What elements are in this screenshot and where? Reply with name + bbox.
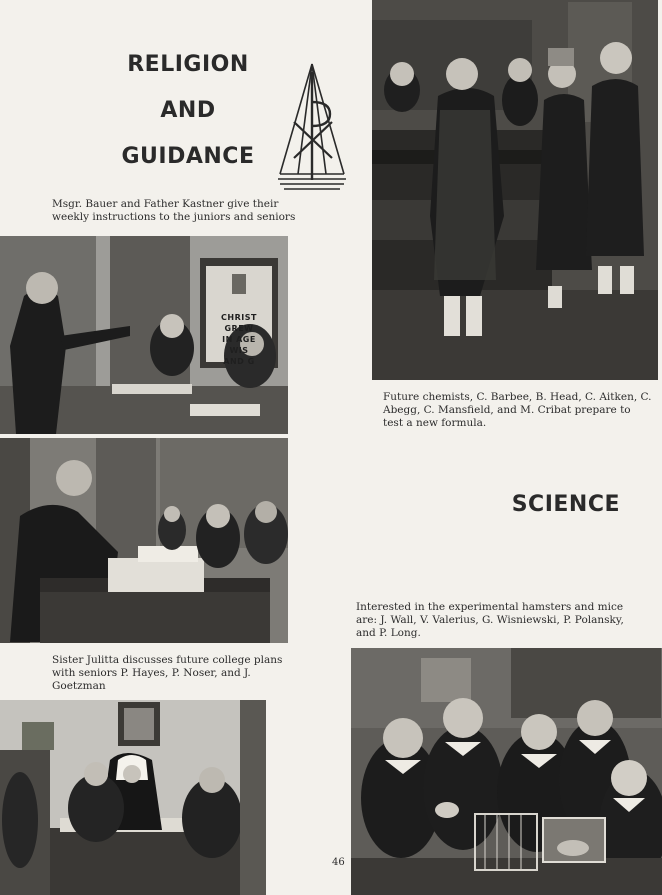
page-number: 46 <box>332 857 345 868</box>
poster-line-2: IN AGE <box>222 335 256 344</box>
photo-sister-julitta <box>0 700 266 895</box>
photo-hamsters-mice <box>351 648 662 895</box>
poster-line-1: CHRIST GREW <box>221 313 257 333</box>
photo-priest-desk <box>0 438 288 643</box>
religion-heading-line-1: RELIGION <box>127 52 249 77</box>
chemists-caption: Future chemists, C. Barbee, B. Head, C. Aitken, C. Abegg, C. Mansfield, and M. Cribat prepare to test a new formula. <box>383 391 652 429</box>
religion-heading <box>118 42 258 180</box>
hamsters-caption: Interested in the experimental hamsters and mice are: J. Wall, V. Valerius, G. Wisniewski, P. Polansky, and P. Long. <box>356 601 624 639</box>
poster-line-3: WIS <box>229 346 249 355</box>
religion-caption: Msgr. Bauer and Father Kastner give their weekly instructions to the juniors and seniors <box>52 198 296 223</box>
julitta-caption: Sister Julitta discusses future college plans with seniors P. Hayes, P. Noser, and J. Goetzman <box>52 654 283 692</box>
photo-future-chemists <box>372 0 658 380</box>
religion-heading-line-2: AND <box>160 98 216 123</box>
photo-priest-classroom <box>0 236 288 434</box>
religion-heading-line-3: GUIDANCE <box>121 144 255 169</box>
science-heading: SCIENCE <box>511 492 620 517</box>
chi-rho-emblem-icon <box>276 62 348 192</box>
poster-text <box>208 312 270 367</box>
poster-line-4: AND G <box>223 357 255 366</box>
